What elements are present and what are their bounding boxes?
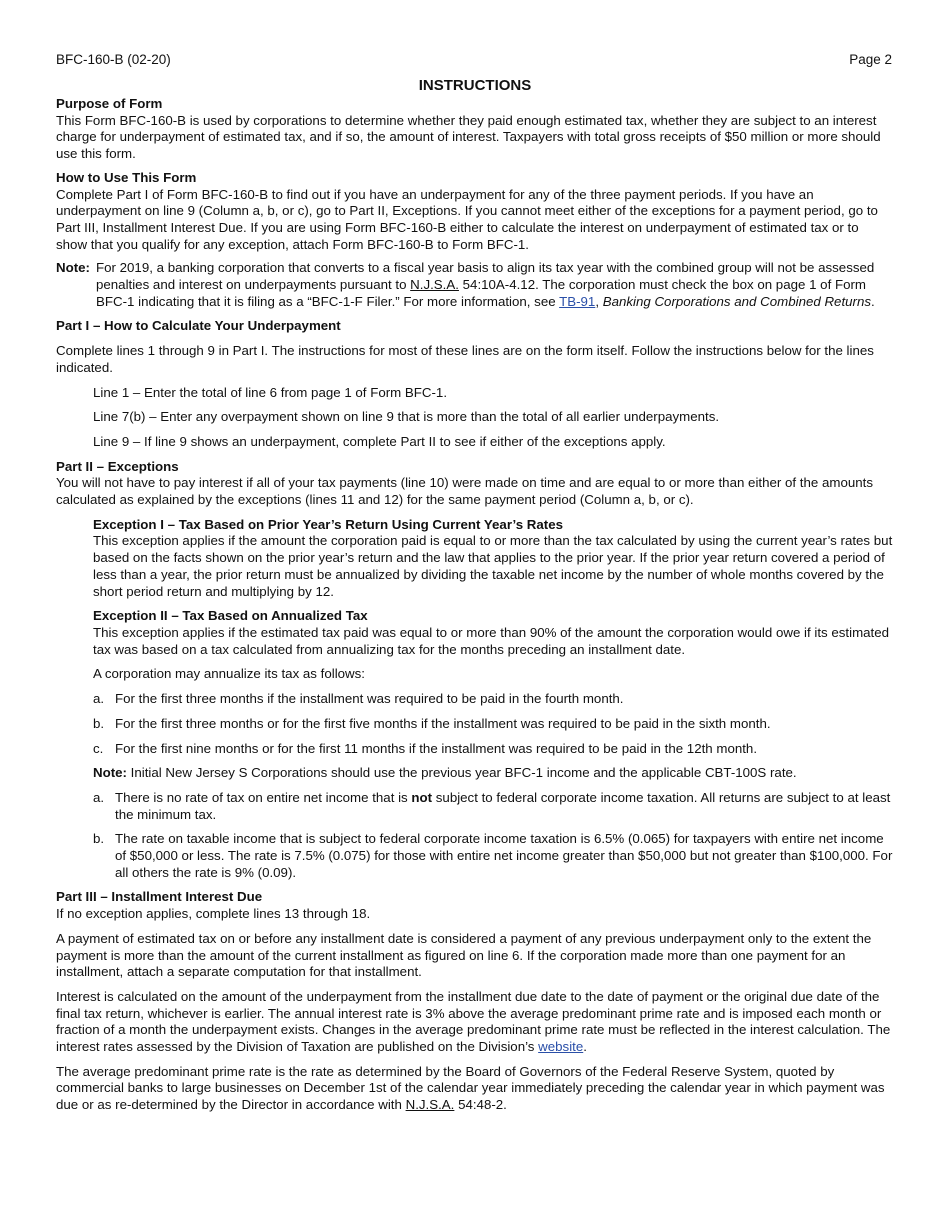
note-italic: Banking Corporations and Combined Returns bbox=[602, 293, 872, 309]
part1-heading: Part I – How to Calculate Your Underpayment bbox=[56, 318, 341, 334]
part3-para3-text: The average predominant prime rate is the rate as determined by the Board of Governors of the Federal Reserve System, quoted by commercial banks to large businesses on December 1st of the calendar year immediately preceding the calendar year in which payment was due or as re-determined by the Director in accordance with bbox=[56, 1063, 885, 1113]
part2-intro: You will not have to pay interest if all of your tax payments (line 10) were made on time and are equal to or more than either of the amounts calculated as explained by the exceptions (lines 11 and 12) for the same payment period (Column a, b, or c). bbox=[56, 475, 873, 508]
page-title: INSTRUCTIONS bbox=[418, 77, 532, 94]
how-to-heading: How to Use This Form bbox=[56, 169, 197, 185]
s-corp-note-label: Note: bbox=[93, 765, 127, 781]
part1-line-1: Line 1 – Enter the total of line 6 from page 1 of Form BFC-1. bbox=[93, 384, 448, 400]
website-link[interactable]: website bbox=[538, 1039, 584, 1055]
exception1-text: This exception applies if the amount the corporation paid is equal to or more than the tax calculated by using the current year’s rates but based on the facts shown on the prior year’s return and the law that applies to the prior year. If the prior year return covered a period of less than a year, the prior return must be annualized by dividing the taxable net income by the number of whole months covered by the short period return and multiplying by 12. bbox=[93, 533, 893, 599]
list-text bbox=[115, 790, 893, 823]
note-text-d: . bbox=[871, 293, 875, 309]
statute-ref: N.J.S.A. bbox=[405, 1097, 455, 1113]
list-mark: a. bbox=[93, 789, 105, 805]
s-corp-note-text: Initial New Jersey S Corporations should use the previous year BFC-1 income and the applicable CBT-100S rate. bbox=[126, 765, 797, 781]
exception1-heading: Exception I – Tax Based on Prior Year’s Return Using Current Year’s Rates bbox=[93, 516, 563, 532]
part3-para2-text: Interest is calculated on the amount of the underpayment from the installment due date to the date of payment or the original due date of the final tax return, whichever is earlier. The annual interest rate is 3% above the average predominant prime rate and is imposed each month or fraction of a month the underpayment exists. Changes in the average predominant prime rate must be reflected in the interest calculation. The interest rates assessed by the Division of Taxation are published on the Division’s bbox=[56, 988, 891, 1055]
note-text-c: , bbox=[595, 293, 603, 309]
annualize-intro: A corporation may annualize its tax as follows: bbox=[93, 666, 365, 682]
list-mark: a. bbox=[93, 691, 105, 707]
list-bold: not bbox=[411, 789, 433, 805]
note-text-b: 54:10A-4.12. The corporation must check the box on page 1 of Form BFC-1 indicating that it is filing as a “BFC-1-F Filer.” For more information, see bbox=[96, 277, 866, 309]
part3-heading: Part III – Installment Interest Due bbox=[56, 889, 263, 905]
exception2-text: This exception applies if the estimated tax paid was equal to or more than 90% of the amount the corporation would owe if its estimated tax was based on a tax calculated from annualizing tax for the months preceding an installment date. bbox=[93, 624, 890, 657]
statute-ref: N.J.S.A. bbox=[410, 277, 459, 293]
list-item bbox=[93, 790, 893, 823]
part3-intro: If no exception applies, complete lines 13 through 18. bbox=[56, 906, 371, 922]
list-mark: b. bbox=[93, 715, 105, 731]
instructions-body bbox=[56, 96, 893, 1114]
part1-line-7b: Line 7(b) – Enter any overpayment shown on line 9 that is more than the total of all earlier underpayments. bbox=[93, 409, 720, 425]
note-label: Note: bbox=[56, 260, 90, 276]
part3-para1: A payment of estimated tax on or before any installment date is considered a payment of any previous underpayment only to the extent the payment is more than the amount of the current installment as figured on line 6. If the corporation made more than one payment for an installment, attach a separate computation for that installment. bbox=[56, 930, 872, 980]
list-mark: c. bbox=[93, 740, 104, 756]
list-text bbox=[115, 831, 893, 881]
tb91-link[interactable]: TB-91 bbox=[559, 293, 596, 309]
list-mark: b. bbox=[93, 831, 105, 847]
list-text-b: subject to federal corporate income taxation. All returns are subject to at least the minimum tax. bbox=[115, 789, 891, 822]
list-text-a: The rate on taxable income that is subject to federal corporate income taxation is 6.5% (0.065) for taxpayers with entire net income of $50,000 or less. The rate is 7.5% (0.075) for those with entire net income greater than $50,000 but not greater than $100,000. For all others the rate is 9% (0.09). bbox=[115, 831, 893, 880]
how-to-text: Complete Part I of Form BFC-160-B to find out if you have an underpayment for any of the three payment periods. If you have an underpayment on line 9 (Column a, b, or c), go to Part II, Exceptions. If you cannot meet either of the exceptions for a payment period, go to Part III, Installment Interest Due. If you are using Form BFC-160-B either to calculate the interest on underpayment of estimated tax or to show that you qualify for any exception, attach Form BFC-160-B to Form BFC-1. bbox=[56, 186, 878, 252]
part3-para3 bbox=[56, 1064, 893, 1114]
purpose-heading: Purpose of Form bbox=[56, 96, 163, 111]
list-item bbox=[93, 691, 893, 708]
list-text: For the first three months if the installment was required to be paid in the fourth month. bbox=[115, 691, 624, 707]
note-text-a: For 2019, a banking corporation that converts to a fiscal year basis to align its tax year with the combined group will not be assessed penalties and interest on underpayments pursuant to bbox=[96, 260, 875, 293]
purpose-text: This Form BFC-160-B is used by corporations to determine whether they paid enough estimated tax, whether they are subject to an interest charge for underpayment of estimated tax, and if so, the amount of interest. Taxpayers with total gross receipts of $50 million or more should use this form. bbox=[56, 112, 881, 162]
exception2-heading: Exception II – Tax Based on Annualized Tax bbox=[93, 608, 368, 624]
part2-heading: Part II – Exceptions bbox=[56, 458, 179, 474]
list-item bbox=[93, 716, 893, 733]
note-body bbox=[96, 260, 893, 310]
part3-para2 bbox=[56, 989, 893, 1056]
list-item bbox=[93, 831, 893, 881]
banking-note bbox=[56, 260, 893, 310]
list-text-a: There is no rate of tax on entire net income that is bbox=[115, 789, 412, 805]
part1-intro: Complete lines 1 through 9 in Part I. The instructions for most of these lines are on the form itself. Follow the instructions below for the lines indicated. bbox=[56, 343, 874, 375]
list-item bbox=[93, 741, 893, 758]
part1-line-9: Line 9 – If line 9 shows an underpayment, complete Part II to see if either of the exceptions apply. bbox=[93, 433, 666, 449]
part3-para2-end: . bbox=[583, 1039, 587, 1055]
s-corp-note bbox=[93, 765, 893, 782]
list-text: For the first nine months or for the first 11 months if the installment was required to be paid in the 12th month. bbox=[115, 740, 758, 756]
form-id: BFC-160-B (02-20) bbox=[56, 52, 171, 67]
page-number: Page 2 bbox=[849, 52, 892, 67]
part3-para3-end: 54:48-2. bbox=[454, 1097, 507, 1113]
list-text: For the first three months or for the first five months if the installment was required to be paid in the sixth month. bbox=[115, 715, 771, 731]
